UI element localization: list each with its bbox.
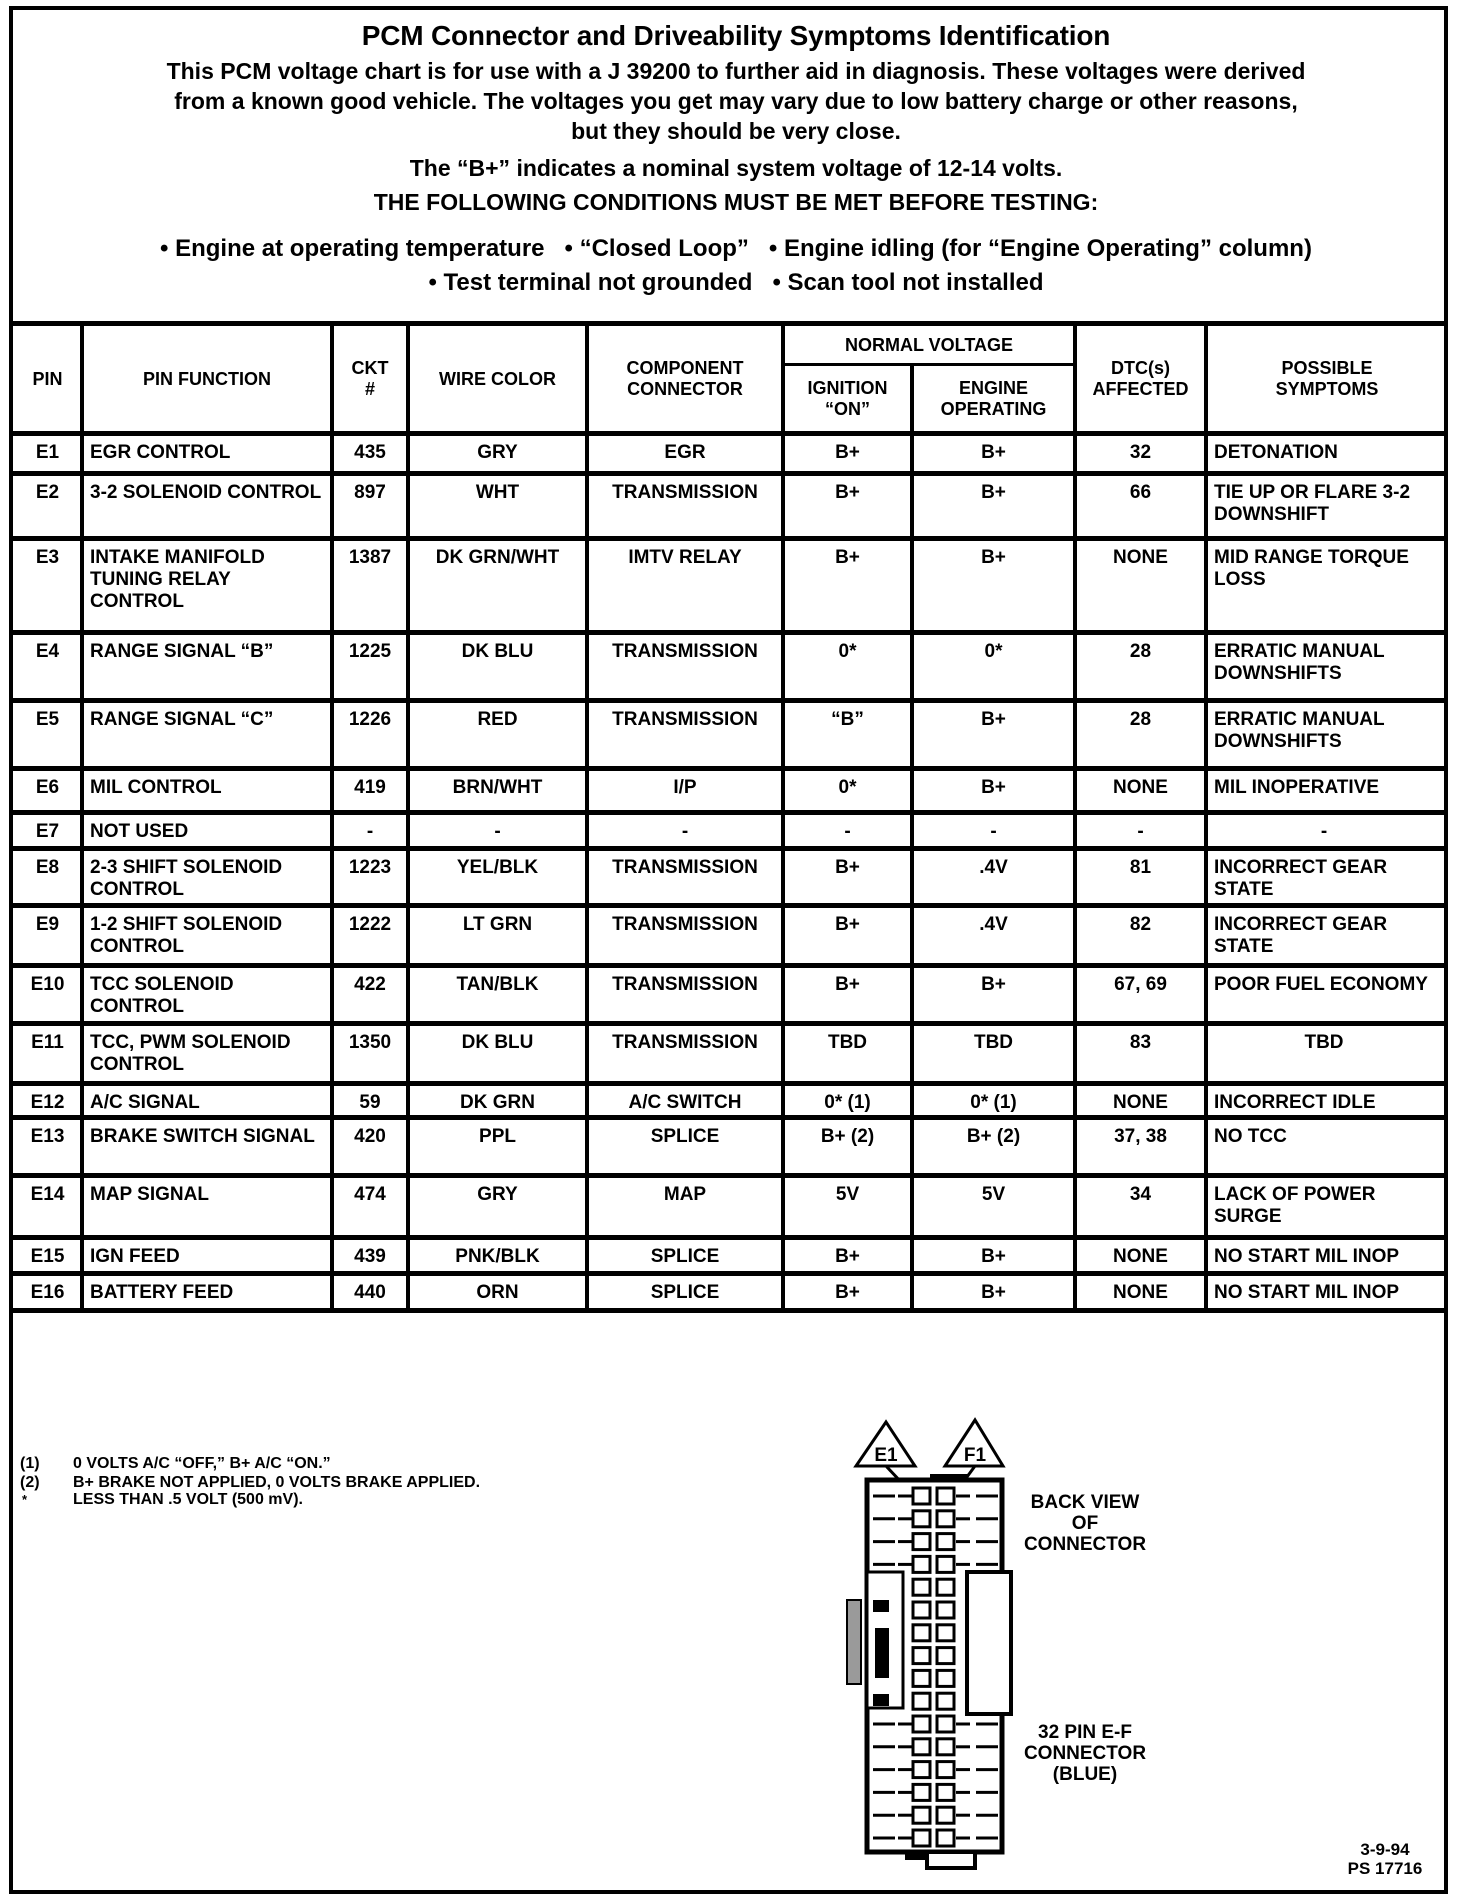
pin-function-cell: INTAKE MANIFOLD TUNING RELAY CONTROL: [90, 547, 265, 612]
grid-line: [9, 1271, 1448, 1276]
connector-type-line-2: CONNECTOR: [1023, 1743, 1147, 1764]
engine-operating-cell: .4V: [979, 857, 1008, 878]
engine-operating-cell: .4V: [979, 914, 1008, 935]
symptom-cell: DETONATION: [1214, 442, 1338, 463]
bplus-note: The “B+” indicates a nominal system voltage of 12-14 volts.: [409, 155, 1063, 181]
connector-type-label: [1005, 1722, 1165, 1785]
engine-operating-cell: 0*: [984, 641, 1003, 662]
symptom-cell: MID RANGE TORQUE LOSS: [1214, 547, 1409, 590]
grid-line: [9, 1235, 1448, 1240]
wire-color-cell: DK GRN: [460, 1092, 535, 1113]
engine-operating-cell: B+ (2): [966, 1126, 1021, 1147]
component-cell: TRANSMISSION: [612, 709, 758, 730]
pin-cell: E14: [30, 1184, 65, 1205]
intro-line-1: This PCM voltage chart is for use with a J 39200 to further aid in diagnosis. These voltages were derived: [166, 58, 1306, 84]
grid-line: [9, 471, 1448, 476]
wire-color-cell: RED: [477, 709, 518, 730]
wire-color-cell: GRY: [477, 442, 518, 463]
pin-function-cell: 3-2 SOLENOID CONTROL: [90, 482, 322, 503]
grid-line: [585, 321, 589, 1310]
col-header-engine-operating: ENGINE OPERATING: [940, 378, 1047, 419]
back-view-label-line-2: OF: [1071, 1513, 1099, 1534]
col-header-ckt: CKT #: [351, 358, 389, 399]
component-cell: TRANSMISSION: [612, 482, 758, 503]
ckt-cell: 439: [354, 1246, 386, 1267]
component-cell: MAP: [663, 1184, 707, 1205]
component-cell: TRANSMISSION: [612, 641, 758, 662]
ignition-on-cell: B+: [835, 1246, 860, 1267]
engine-operating-cell: -: [990, 821, 997, 842]
grid-line: [80, 321, 84, 1310]
symptom-cell: ERRATIC MANUAL DOWNSHIFTS: [1214, 709, 1385, 752]
grid-line: [9, 903, 1448, 908]
ckt-cell: 422: [354, 974, 386, 995]
component-cell: TRANSMISSION: [612, 857, 758, 878]
connector-type-line-1: 32 PIN E-F: [1038, 1722, 1132, 1743]
dtc-cell: 83: [1129, 1032, 1152, 1053]
pin-cell: E8: [35, 857, 60, 878]
symptom-cell: TIE UP OR FLARE 3-2 DOWNSHIFT: [1214, 482, 1411, 525]
pin-function-cell: MAP SIGNAL: [90, 1184, 209, 1205]
wire-color-cell: BRN/WHT: [452, 777, 543, 798]
engine-operating-cell: B+: [981, 442, 1006, 463]
footnote-mark-2: (2): [20, 1474, 40, 1491]
engine-operating-cell: B+: [981, 1246, 1006, 1267]
engine-operating-cell: B+: [981, 482, 1006, 503]
pin-cell: E12: [30, 1092, 65, 1113]
wire-color-cell: -: [494, 821, 501, 842]
grid-line: [9, 846, 1448, 851]
pin-cell: E1: [35, 442, 60, 463]
wire-color-cell: ORN: [476, 1282, 519, 1303]
component-cell: SPLICE: [650, 1246, 720, 1267]
wire-color-cell: GRY: [477, 1184, 518, 1205]
pin-cell: E16: [30, 1282, 65, 1303]
col-header-dtc: DTC(s) AFFECTED: [1092, 358, 1189, 399]
dtc-cell: -: [1137, 821, 1144, 842]
ignition-on-cell: 0* (1): [824, 1092, 871, 1113]
pin-function-cell: 2-3 SHIFT SOLENOID CONTROL: [90, 857, 283, 900]
pin-function-cell: TCC SOLENOID CONTROL: [90, 974, 234, 1017]
grid-line: [1204, 321, 1208, 1310]
ckt-cell: 440: [354, 1282, 386, 1303]
ignition-on-cell: B+: [835, 914, 860, 935]
dtc-cell: 82: [1129, 914, 1152, 935]
ignition-on-cell: -: [844, 821, 851, 842]
component-cell: I/P: [673, 777, 697, 798]
engine-operating-cell: B+: [981, 974, 1006, 995]
dtc-cell: 81: [1129, 857, 1152, 878]
ckt-cell: 1387: [348, 547, 392, 568]
pin-cell: E5: [35, 709, 60, 730]
symptom-cell: ERRATIC MANUAL DOWNSHIFTS: [1214, 641, 1385, 684]
wire-color-cell: LT GRN: [462, 914, 533, 935]
col-header-pin: PIN: [32, 368, 63, 389]
pin-function-cell: IGN FEED: [90, 1246, 180, 1267]
intro-line-2: from a known good vehicle. The voltages you get may vary due to low battery charge or other reasons,: [174, 88, 1298, 114]
ckt-cell: 1350: [348, 1032, 392, 1053]
pin-function-cell: EGR CONTROL: [90, 442, 231, 463]
pin-cell: E3: [35, 547, 60, 568]
wire-color-cell: DK BLU: [461, 1032, 534, 1053]
connector-back-view-icon: [820, 1400, 1030, 1880]
component-cell: TRANSMISSION: [612, 1032, 758, 1053]
grid-line: [9, 630, 1448, 635]
ckt-cell: 1222: [348, 914, 392, 935]
symptom-cell: INCORRECT GEAR STATE: [1214, 914, 1388, 957]
engine-operating-cell: B+: [981, 777, 1006, 798]
ckt-cell: -: [366, 821, 374, 842]
ignition-on-cell: B+: [835, 1282, 860, 1303]
grid-line: [9, 963, 1448, 968]
doc-ps-number: PS 17716: [1347, 1859, 1423, 1878]
engine-operating-cell: B+: [981, 1282, 1006, 1303]
grid-line: [9, 810, 1448, 815]
pin-function-cell: TCC, PWM SOLENOID CONTROL: [90, 1032, 291, 1075]
pin-function-cell: BRAKE SWITCH SIGNAL: [90, 1126, 315, 1147]
pin-function-cell: A/C SIGNAL: [90, 1092, 200, 1113]
component-cell: IMTV RELAY: [628, 547, 742, 568]
ckt-cell: 420: [354, 1126, 386, 1147]
component-cell: EGR: [664, 442, 706, 463]
dtc-cell: NONE: [1113, 1282, 1168, 1303]
col-header-normal-voltage: NORMAL VOLTAGE: [845, 334, 1013, 355]
dtc-cell: 66: [1129, 482, 1152, 503]
engine-operating-cell: 5V: [981, 1184, 1006, 1205]
dtc-cell: 37, 38: [1114, 1126, 1167, 1147]
engine-operating-cell: B+: [981, 709, 1006, 730]
symptom-cell: NO TCC: [1214, 1126, 1287, 1147]
wire-color-cell: DK BLU: [461, 641, 534, 662]
wire-color-cell: DK GRN/WHT: [435, 547, 560, 568]
ignition-on-cell: 0*: [838, 641, 857, 662]
component-cell: -: [681, 821, 689, 842]
symptom-cell: INCORRECT IDLE: [1214, 1092, 1376, 1113]
footnote-mark-1: (1): [20, 1455, 40, 1472]
col-header-wire-color: WIRE COLOR: [439, 368, 556, 389]
ckt-cell: 1223: [348, 857, 392, 878]
grid-line: [9, 698, 1448, 703]
ignition-on-cell: 0*: [838, 777, 857, 798]
pin-cell: E15: [30, 1246, 65, 1267]
dtc-cell: NONE: [1113, 1092, 1168, 1113]
ignition-on-cell: TBD: [827, 1032, 868, 1053]
col-header-pin-function: PIN FUNCTION: [143, 368, 271, 389]
symptom-cell: NO START MIL INOP: [1214, 1282, 1400, 1303]
engine-operating-cell: TBD: [973, 1032, 1014, 1053]
conditions-heading: THE FOLLOWING CONDITIONS MUST BE MET BEFORE TESTING:: [373, 189, 1099, 215]
wire-color-cell: YEL/BLK: [456, 857, 539, 878]
ignition-on-cell: B+: [835, 442, 860, 463]
grid-line: [330, 321, 334, 1310]
pin-cell: E11: [31, 1032, 64, 1053]
conditions-line-1: • Engine at operating temperature • “Closed Loop” • Engine idling (for “Engine Operating” column): [160, 235, 1312, 262]
back-view-label-line-1: BACK VIEW: [1030, 1492, 1140, 1513]
pin-function-cell: 1-2 SHIFT SOLENOID CONTROL: [90, 914, 283, 957]
pin-cell: E6: [35, 777, 60, 798]
component-cell: SPLICE: [650, 1282, 720, 1303]
component-cell: A/C SWITCH: [628, 1092, 742, 1113]
wire-color-cell: TAN/BLK: [456, 974, 539, 995]
grid-line: [1073, 321, 1077, 1310]
symptom-cell: MIL INOPERATIVE: [1214, 777, 1380, 798]
dtc-cell: NONE: [1113, 1246, 1168, 1267]
connector-type-line-3: (BLUE): [1052, 1764, 1118, 1785]
pin-cell: E13: [30, 1126, 65, 1147]
ignition-on-cell: B+: [835, 482, 860, 503]
pin-cell: E9: [35, 914, 60, 935]
dtc-cell: 28: [1129, 709, 1152, 730]
grid-line: [406, 321, 410, 1310]
triangle-label-f1: F1: [963, 1445, 987, 1466]
ckt-cell: 435: [354, 442, 386, 463]
grid-line: [9, 1173, 1448, 1178]
ignition-on-cell: “B”: [831, 709, 864, 730]
ckt-cell: 59: [359, 1092, 381, 1113]
grid-line: [9, 1021, 1448, 1026]
component-cell: TRANSMISSION: [612, 974, 758, 995]
dtc-cell: NONE: [1113, 777, 1168, 798]
dtc-cell: 32: [1129, 442, 1152, 463]
col-header-component-connector: COMPONENT CONNECTOR: [626, 358, 744, 399]
page-title: PCM Connector and Driveability Symptoms Identification: [361, 20, 1111, 51]
wire-color-cell: PPL: [479, 1126, 516, 1147]
footnote-text-1: 0 VOLTS A/C “OFF,” B+ A/C “ON.”: [73, 1455, 331, 1472]
doc-date: 3-9-94: [1360, 1840, 1410, 1859]
ckt-cell: 1226: [348, 709, 392, 730]
ignition-on-cell: B+ (2): [820, 1126, 875, 1147]
symptom-cell: TBD: [1304, 1032, 1344, 1053]
engine-operating-cell: 0* (1): [970, 1092, 1017, 1113]
back-view-label: [1005, 1492, 1165, 1555]
ignition-on-cell: B+: [835, 974, 860, 995]
ignition-on-cell: B+: [835, 857, 860, 878]
component-cell: SPLICE: [650, 1126, 720, 1147]
footnote-text-2: B+ BRAKE NOT APPLIED, 0 VOLTS BRAKE APPLIED.: [73, 1474, 481, 1491]
pin-cell: E7: [35, 821, 60, 842]
pin-cell: E4: [35, 641, 60, 662]
ignition-on-cell: 5V: [835, 1184, 860, 1205]
pin-cell: E10: [30, 974, 65, 995]
ignition-on-cell: B+: [835, 547, 860, 568]
grid-line: [9, 1308, 1448, 1313]
grid-line: [9, 1081, 1448, 1086]
pin-function-cell: NOT USED: [90, 821, 189, 842]
symptom-cell: LACK OF POWER SURGE: [1214, 1184, 1376, 1227]
ckt-cell: 897: [354, 482, 386, 503]
symptom-cell: INCORRECT GEAR STATE: [1214, 857, 1388, 900]
grid-line: [9, 766, 1448, 771]
grid-line: [781, 321, 785, 1310]
dtc-cell: 28: [1129, 641, 1152, 662]
grid-line: [9, 1115, 1448, 1120]
pin-function-cell: RANGE SIGNAL “C”: [90, 709, 274, 730]
triangle-label-e1: E1: [874, 1445, 898, 1466]
grid-line: [9, 536, 1448, 541]
engine-operating-cell: B+: [981, 547, 1006, 568]
col-header-ignition-on: IGNITION “ON”: [807, 378, 888, 419]
symptom-cell: NO START MIL INOP: [1214, 1246, 1400, 1267]
symptom-cell: -: [1320, 821, 1328, 842]
intro-line-3: but they should be very close.: [571, 118, 901, 144]
dtc-cell: NONE: [1113, 547, 1168, 568]
footnote-mark-asterisk: *: [22, 1492, 28, 1507]
pin-function-cell: BATTERY FEED: [90, 1282, 234, 1303]
component-cell: TRANSMISSION: [612, 914, 758, 935]
pin-function-cell: MIL CONTROL: [90, 777, 222, 798]
dtc-cell: 67, 69: [1114, 974, 1167, 995]
symptom-cell: POOR FUEL ECONOMY: [1214, 974, 1428, 995]
dtc-cell: 34: [1129, 1184, 1152, 1205]
pin-function-cell: RANGE SIGNAL “B”: [90, 641, 274, 662]
conditions-line-2: • Test terminal not grounded • Scan tool not installed: [428, 269, 1044, 296]
pin-cell: E2: [35, 482, 60, 503]
back-view-label-line-3: CONNECTOR: [1023, 1534, 1147, 1555]
wire-color-cell: PNK/BLK: [455, 1246, 540, 1267]
ckt-cell: 474: [354, 1184, 386, 1205]
ckt-cell: 419: [354, 777, 386, 798]
ckt-cell: 1225: [348, 641, 392, 662]
col-header-symptoms: POSSIBLE SYMPTOMS: [1275, 358, 1379, 399]
footnote-text-asterisk: LESS THAN .5 VOLT (500 mV).: [73, 1491, 303, 1508]
wire-color-cell: WHT: [475, 482, 520, 503]
